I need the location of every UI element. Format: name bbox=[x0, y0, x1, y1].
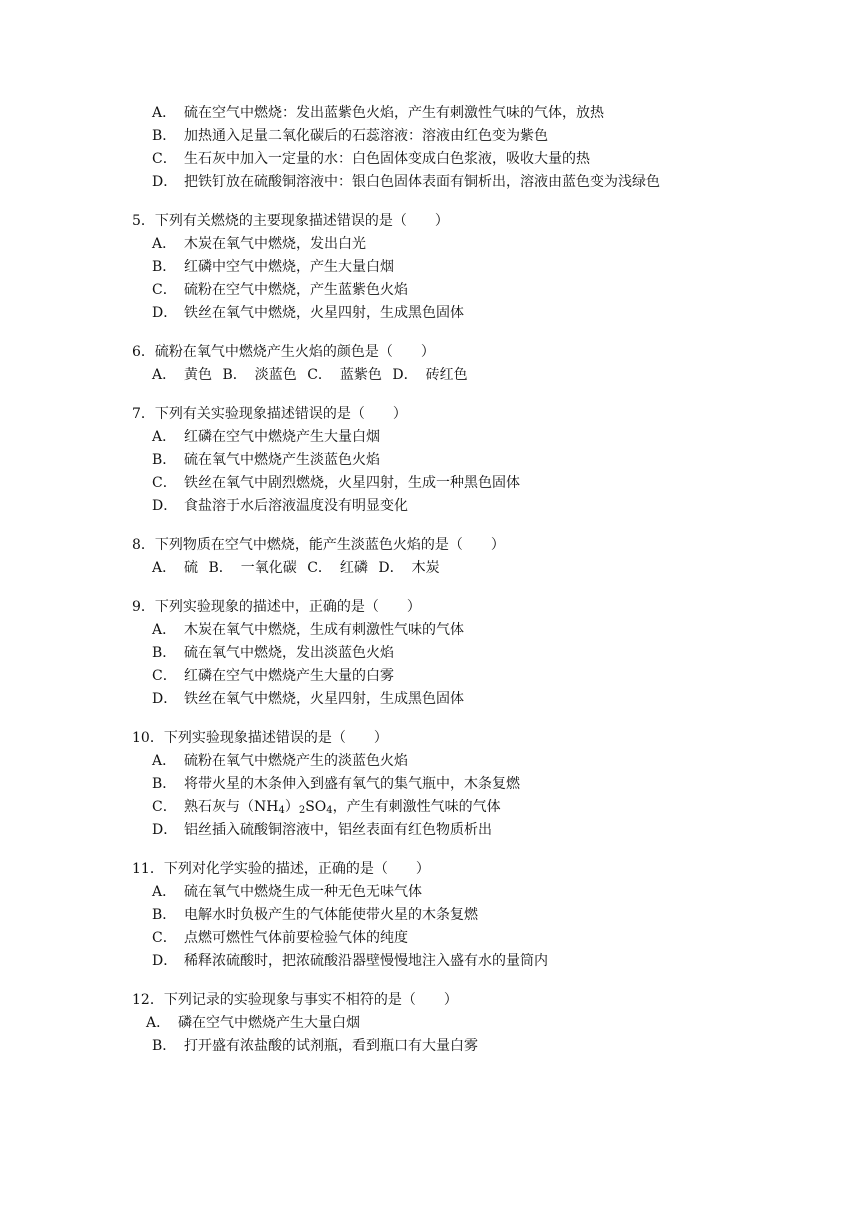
option-d bbox=[132, 688, 812, 711]
inline-options bbox=[132, 364, 812, 387]
option-text: 硫粉在空气中燃烧，产生蓝紫色火焰 bbox=[184, 282, 408, 298]
option-d bbox=[132, 819, 812, 842]
question-8 bbox=[132, 534, 812, 580]
option-text: 打开盛有浓盐酸的试剂瓶，看到瓶口有大量白雾 bbox=[184, 1038, 478, 1054]
option-letter: B． bbox=[152, 776, 177, 792]
option-text: 熟石灰与（NH bbox=[184, 799, 279, 815]
option-text: 硫在氧气中燃烧产生淡蓝色火焰 bbox=[184, 452, 380, 468]
option-text: 硫在氧气中燃烧生成一种无色无味气体 bbox=[184, 884, 422, 900]
question-4 bbox=[132, 102, 812, 194]
subscript: 2 bbox=[298, 805, 306, 816]
question-stem: 10．下列实验现象描述错误的是（ ） bbox=[132, 730, 388, 746]
option-text: 木炭在氧气中燃烧，发出白光 bbox=[184, 236, 366, 252]
option-letter: A． bbox=[152, 884, 177, 900]
option-letter: A． bbox=[152, 622, 177, 638]
option-d bbox=[132, 950, 812, 973]
option-letter: C． bbox=[307, 560, 332, 576]
option-letter: C． bbox=[152, 151, 177, 167]
option-text: 硫在空气中燃烧：发出蓝紫色火焰，产生有刺激性气味的气体，放热 bbox=[184, 105, 604, 121]
option-text-end: SO bbox=[305, 799, 327, 815]
option-text: 磷在空气中燃烧产生大量白烟 bbox=[178, 1015, 360, 1031]
question-7 bbox=[132, 403, 812, 518]
option-text: 将带火星的木条伸入到盛有氧气的集气瓶中，木条复燃 bbox=[184, 776, 520, 792]
option-text-tail: ，产生有刺激性气味的气体 bbox=[332, 799, 501, 815]
option-text: 稀释浓硫酸时，把浓硫酸沿器壁慢慢地注入盛有水的量筒内 bbox=[184, 953, 548, 969]
option-text: 红磷在空气中燃烧产生大量的白雾 bbox=[184, 668, 394, 684]
option-c bbox=[132, 796, 812, 819]
option-letter: B． bbox=[152, 645, 177, 661]
question-6 bbox=[132, 341, 812, 387]
option-text: 把铁钉放在硫酸铜溶液中：银白色固体表面有铜析出，溶液由蓝色变为浅绿色 bbox=[184, 174, 660, 190]
option-text: 食盐溶于水后溶液温度没有明显变化 bbox=[184, 498, 408, 514]
option-letter: C． bbox=[152, 668, 177, 684]
option-c bbox=[132, 927, 812, 950]
option-letter: C． bbox=[152, 282, 177, 298]
option-letter: D． bbox=[152, 691, 178, 707]
option-text: 硫粉在氧气中燃烧产生的淡蓝色火焰 bbox=[184, 753, 408, 769]
question-9 bbox=[132, 596, 812, 711]
option-text: 木炭在氧气中燃烧，生成有刺激性气味的气体 bbox=[184, 622, 464, 638]
option-c bbox=[132, 472, 812, 495]
option-letter: D． bbox=[152, 822, 178, 838]
option-text-mid: ） bbox=[284, 799, 299, 815]
option-text: 黄色 bbox=[184, 367, 212, 383]
option-text: 铁丝在氧气中剧烈燃烧，火星四射，生成一种黑色固体 bbox=[184, 475, 520, 491]
option-text: 砖红色 bbox=[425, 367, 468, 383]
option-letter: A． bbox=[146, 1015, 171, 1031]
option-letter: C． bbox=[152, 475, 177, 491]
option-a bbox=[132, 1012, 812, 1035]
option-letter: C． bbox=[152, 799, 177, 815]
option-text: 生石灰中加入一定量的水：白色固体变成白色浆液，吸收大量的热 bbox=[184, 151, 590, 167]
inline-options bbox=[132, 557, 812, 580]
option-text: 铁丝在氧气中燃烧，火星四射，生成黑色固体 bbox=[184, 691, 464, 707]
option-text: 淡蓝色 bbox=[254, 367, 297, 383]
question-stem: 9．下列实验现象的描述中，正确的是（ ） bbox=[132, 599, 421, 615]
option-letter: D． bbox=[152, 174, 178, 190]
option-d bbox=[132, 495, 812, 518]
option-a bbox=[132, 426, 812, 449]
option-b bbox=[132, 904, 812, 927]
question-10 bbox=[132, 727, 812, 842]
option-a bbox=[132, 233, 812, 256]
question-stem: 12．下列记录的实验现象与事实不相符的是（ ） bbox=[132, 992, 458, 1008]
option-letter: A． bbox=[152, 753, 177, 769]
question-11 bbox=[132, 858, 812, 973]
question-stem: 8．下列物质在空气中燃烧，能产生淡蓝色火焰的是（ ） bbox=[132, 537, 505, 553]
option-b bbox=[132, 642, 812, 665]
option-text: 铁丝在氧气中燃烧，火星四射，生成黑色固体 bbox=[184, 305, 464, 321]
option-letter: B． bbox=[152, 452, 177, 468]
option-b bbox=[132, 256, 812, 279]
option-text: 铝丝插入硫酸铜溶液中，铝丝表面有红色物质析出 bbox=[184, 822, 492, 838]
option-a bbox=[132, 750, 812, 773]
option-text: 点燃可燃性气体前要检验气体的纯度 bbox=[184, 930, 408, 946]
option-letter: B． bbox=[152, 1038, 177, 1054]
option-d bbox=[132, 302, 812, 325]
option-text: 红磷在空气中燃烧产生大量白烟 bbox=[184, 429, 380, 445]
option-text: 电解水时负极产生的气体能使带火星的木条复燃 bbox=[184, 907, 478, 923]
option-text: 硫在氧气中燃烧，发出淡蓝色火焰 bbox=[184, 645, 394, 661]
option-letter: A． bbox=[152, 560, 177, 576]
question-stem: 11．下列对化学实验的描述，正确的是（ ） bbox=[132, 861, 430, 877]
option-letter: A． bbox=[152, 236, 177, 252]
option-letter: B． bbox=[222, 367, 247, 383]
option-a bbox=[132, 881, 812, 904]
option-a bbox=[132, 102, 812, 125]
option-letter: D． bbox=[152, 305, 178, 321]
option-letter: D． bbox=[152, 498, 178, 514]
option-b bbox=[132, 125, 812, 148]
option-b bbox=[132, 449, 812, 472]
option-text: 红磷中空气中燃烧，产生大量白烟 bbox=[184, 259, 394, 275]
option-letter: B． bbox=[152, 259, 177, 275]
option-text: 一氧化碳 bbox=[240, 560, 297, 576]
option-letter: A． bbox=[152, 105, 177, 121]
option-c bbox=[132, 279, 812, 302]
question-list bbox=[132, 102, 812, 1074]
option-letter: C． bbox=[307, 367, 332, 383]
option-letter: B． bbox=[152, 907, 177, 923]
subscript: 4 bbox=[326, 805, 333, 816]
question-12 bbox=[132, 989, 812, 1058]
option-letter: B． bbox=[208, 560, 233, 576]
option-letter: A． bbox=[152, 429, 177, 445]
option-text: 蓝紫色 bbox=[339, 367, 382, 383]
subscript: 4 bbox=[278, 805, 285, 816]
option-letter: D． bbox=[378, 560, 404, 576]
question-stem: 6．硫粉在氧气中燃烧产生火焰的颜色是（ ） bbox=[132, 344, 435, 360]
option-text: 硫 bbox=[184, 560, 198, 576]
option-letter: C． bbox=[152, 930, 177, 946]
option-text: 木炭 bbox=[411, 560, 440, 576]
option-letter: B． bbox=[152, 128, 177, 144]
question-stem: 7．下列有关实验现象描述错误的是（ ） bbox=[132, 406, 407, 422]
option-text: 红磷 bbox=[339, 560, 368, 576]
option-letter: A． bbox=[152, 367, 177, 383]
option-b bbox=[132, 1035, 812, 1058]
option-d bbox=[132, 171, 812, 194]
option-a bbox=[132, 619, 812, 642]
option-letter: D． bbox=[392, 367, 418, 383]
option-text: 加热通入足量二氧化碳后的石蕊溶液：溶液由红色变为紫色 bbox=[184, 128, 548, 144]
option-c bbox=[132, 665, 812, 688]
option-b bbox=[132, 773, 812, 796]
question-stem: 5．下列有关燃烧的主要现象描述错误的是（ ） bbox=[132, 213, 449, 229]
option-c bbox=[132, 148, 812, 171]
question-5 bbox=[132, 210, 812, 325]
option-letter: D． bbox=[152, 953, 178, 969]
